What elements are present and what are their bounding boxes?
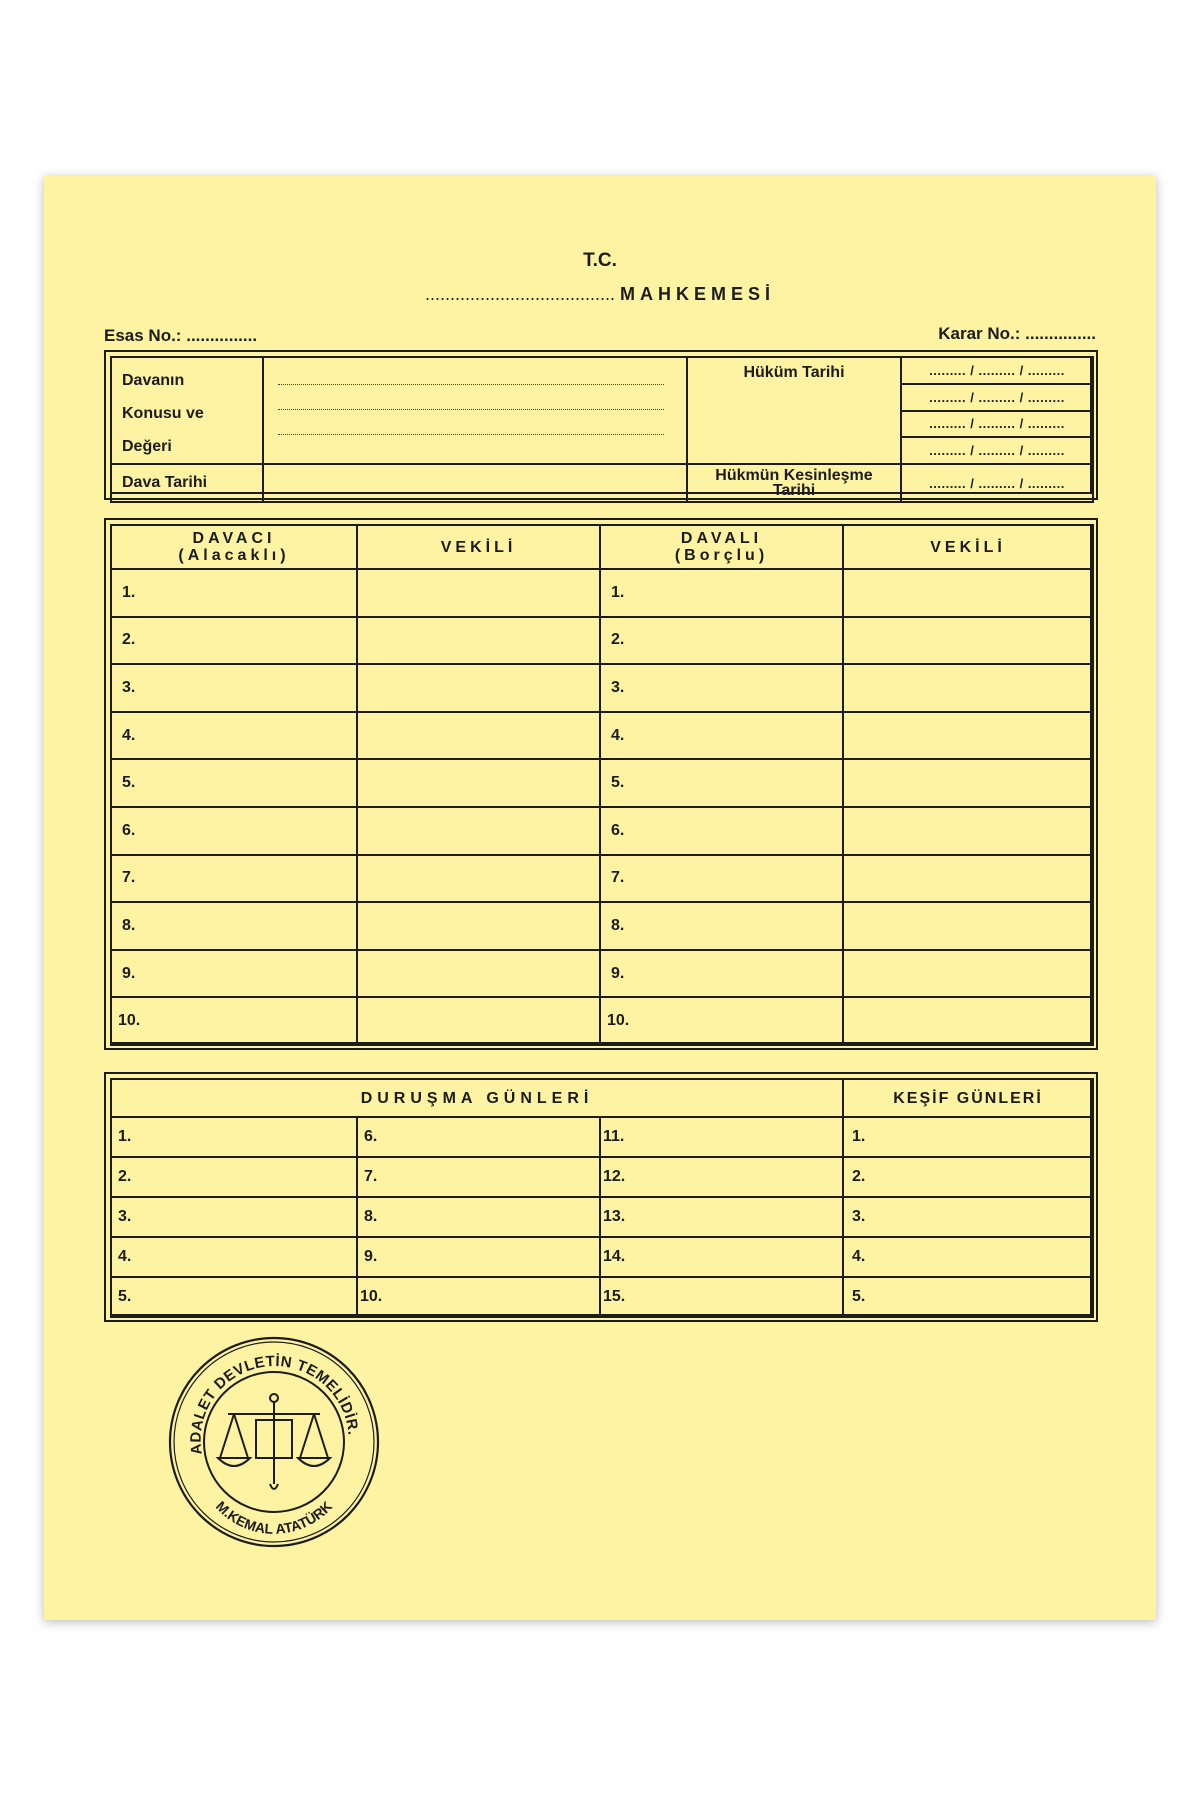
kesif-cell[interactable]: 4. [843, 1237, 1093, 1277]
davali-subtitle: (Borçlu) [674, 547, 769, 564]
davali-vekili-header: VEKİLİ [843, 525, 1093, 569]
davaci-cell[interactable]: 2. [111, 617, 357, 665]
kesif-cell[interactable]: 2. [843, 1157, 1093, 1197]
karar-value: ............... [1025, 324, 1096, 343]
davaci-cell[interactable]: 3. [111, 664, 357, 712]
davali-cell[interactable]: 3. [600, 664, 843, 712]
durusma-cell[interactable]: 14. [600, 1237, 843, 1277]
party-row [111, 997, 1093, 1045]
seal-top-text: ADALET DEVLETİN TEMELİDİR. [187, 1352, 362, 1456]
davali-vekili-cell[interactable] [843, 712, 1093, 760]
durusma-cell[interactable]: 2. [111, 1157, 357, 1197]
davaci-vekili-cell[interactable] [357, 569, 600, 617]
esas-value: ............... [186, 326, 258, 345]
court-name-blank: ...................................... [424, 284, 615, 304]
davali-cell[interactable]: 4. [600, 712, 843, 760]
davaci-vekili-cell[interactable] [357, 997, 600, 1045]
subject-label-1: Davanın [122, 372, 185, 389]
durusma-cell[interactable]: 4. [111, 1237, 357, 1277]
subject-line-3 [278, 434, 664, 435]
kesif-gunleri-header: KEŞİF GÜNLERİ [843, 1079, 1093, 1117]
parties-box [104, 518, 1098, 1050]
davali-vekili-cell[interactable] [843, 664, 1093, 712]
durusma-cell[interactable]: 11. [600, 1117, 843, 1157]
davali-header [600, 525, 843, 569]
davaci-cell[interactable]: 6. [111, 807, 357, 855]
davaci-cell[interactable]: 7. [111, 855, 357, 903]
davali-vekili-cell[interactable] [843, 902, 1093, 950]
karar-label: Karar No.: [938, 324, 1021, 343]
party-row [111, 664, 1093, 712]
durusma-cell[interactable]: 5. [111, 1277, 357, 1317]
party-row [111, 617, 1093, 665]
davaci-header [111, 525, 357, 569]
party-row [111, 902, 1093, 950]
davali-cell[interactable]: 9. [600, 950, 843, 998]
durusma-cell[interactable]: 13. [600, 1197, 843, 1237]
hearing-row [111, 1117, 1093, 1157]
hukum-date-1[interactable]: ......... / ......... / ......... [901, 357, 1093, 384]
party-row [111, 569, 1093, 617]
case-info-box [104, 350, 1098, 500]
kesif-cell[interactable]: 5. [843, 1277, 1093, 1317]
court-title: MAHKEMESİ [620, 284, 776, 304]
subject-label-3: Değeri [122, 438, 172, 455]
davaci-cell[interactable]: 4. [111, 712, 357, 760]
davali-vekili-cell[interactable] [843, 807, 1093, 855]
durusma-cell[interactable]: 15. [600, 1277, 843, 1317]
subject-label-2: Konusu ve [122, 405, 204, 422]
davaci-vekili-cell[interactable] [357, 759, 600, 807]
dava-tarihi-label: Dava Tarihi [111, 464, 263, 502]
parties-table [110, 524, 1094, 1046]
scales-icon [218, 1394, 330, 1489]
durusma-cell[interactable]: 10. [357, 1277, 600, 1317]
davaci-vekili-cell[interactable] [357, 902, 600, 950]
court-heading [44, 284, 1156, 305]
davali-cell[interactable]: 10. [600, 997, 843, 1045]
davaci-vekili-cell[interactable] [357, 617, 600, 665]
form-paper [44, 176, 1156, 1620]
kesinlesme-label [687, 464, 901, 502]
davali-vekili-cell[interactable] [843, 855, 1093, 903]
hearing-row [111, 1157, 1093, 1197]
davaci-vekili-header: VEKİLİ [357, 525, 600, 569]
durusma-cell[interactable]: 12. [600, 1157, 843, 1197]
davali-cell[interactable]: 1. [600, 569, 843, 617]
party-row [111, 759, 1093, 807]
justice-seal-icon [166, 1334, 382, 1550]
davaci-cell[interactable]: 5. [111, 759, 357, 807]
party-row [111, 950, 1093, 998]
esas-label: Esas No.: [104, 326, 182, 345]
davaci-cell[interactable]: 1. [111, 569, 357, 617]
hukum-date-3[interactable]: ......... / ......... / ......... [901, 411, 1093, 438]
davali-cell[interactable]: 7. [600, 855, 843, 903]
davali-vekili-cell[interactable] [843, 759, 1093, 807]
davaci-vekili-cell[interactable] [357, 712, 600, 760]
durusma-cell[interactable]: 1. [111, 1117, 357, 1157]
hearings-box [104, 1072, 1098, 1322]
party-row [111, 807, 1093, 855]
davali-vekili-cell[interactable] [843, 617, 1093, 665]
kesinlesme-line-2: Tarihi [772, 482, 816, 499]
davali-cell[interactable]: 5. [600, 759, 843, 807]
davali-vekili-cell[interactable] [843, 997, 1093, 1045]
kesinlesme-date[interactable]: ......... / ......... / ......... [901, 464, 1093, 502]
subject-label-cell [111, 357, 263, 464]
davaci-vekili-cell[interactable] [357, 807, 600, 855]
seal-bottom-text: M.KEMAL ATATÜRK [212, 1497, 336, 1537]
durusma-cell[interactable]: 7. [357, 1157, 600, 1197]
svg-text:M.KEMAL ATATÜRK [213, 1498, 335, 1537]
kesinlesme-line-1: Hükmün Kesinleşme [715, 467, 873, 484]
kesif-cell[interactable]: 1. [843, 1117, 1093, 1157]
davali-title: DAVALI [680, 530, 763, 547]
davaci-cell[interactable]: 9. [111, 950, 357, 998]
davaci-cell[interactable]: 10. [111, 997, 357, 1045]
durusma-gunleri-header: DURUŞMA GÜNLERİ [111, 1079, 843, 1117]
davaci-title: DAVACI [192, 530, 276, 547]
subject-line-1 [278, 384, 664, 385]
davaci-vekili-cell[interactable] [357, 950, 600, 998]
kesif-cell[interactable]: 3. [843, 1197, 1093, 1237]
esas-no [104, 326, 257, 346]
davali-vekili-cell[interactable] [843, 569, 1093, 617]
davaci-vekili-cell[interactable] [357, 664, 600, 712]
subject-line-2 [278, 409, 664, 410]
davali-cell[interactable]: 8. [600, 902, 843, 950]
hearing-row [111, 1277, 1093, 1317]
party-row [111, 712, 1093, 760]
durusma-cell[interactable]: 8. [357, 1197, 600, 1237]
party-row [111, 855, 1093, 903]
karar-no [938, 324, 1096, 344]
hearings-table [110, 1078, 1094, 1318]
hearing-row [111, 1237, 1093, 1277]
davaci-vekili-cell[interactable] [357, 855, 600, 903]
tc-heading: T.C. [583, 250, 617, 271]
case-info-table [110, 356, 1094, 503]
dava-tarihi-value[interactable] [263, 464, 687, 502]
hukum-date-2[interactable]: ......... / ......... / ......... [901, 384, 1093, 411]
davali-vekili-cell[interactable] [843, 950, 1093, 998]
durusma-cell[interactable]: 9. [357, 1237, 600, 1277]
davali-cell[interactable]: 2. [600, 617, 843, 665]
hearing-row [111, 1197, 1093, 1237]
hukum-date-4[interactable]: ......... / ......... / ......... [901, 437, 1093, 464]
durusma-cell[interactable]: 6. [357, 1117, 600, 1157]
hukum-tarihi-label: Hüküm Tarihi [687, 357, 901, 464]
davaci-cell[interactable]: 8. [111, 902, 357, 950]
davaci-subtitle: (Alacaklı) [178, 547, 290, 564]
durusma-cell[interactable]: 3. [111, 1197, 357, 1237]
davali-cell[interactable]: 6. [600, 807, 843, 855]
subject-value-cell[interactable] [263, 357, 687, 464]
